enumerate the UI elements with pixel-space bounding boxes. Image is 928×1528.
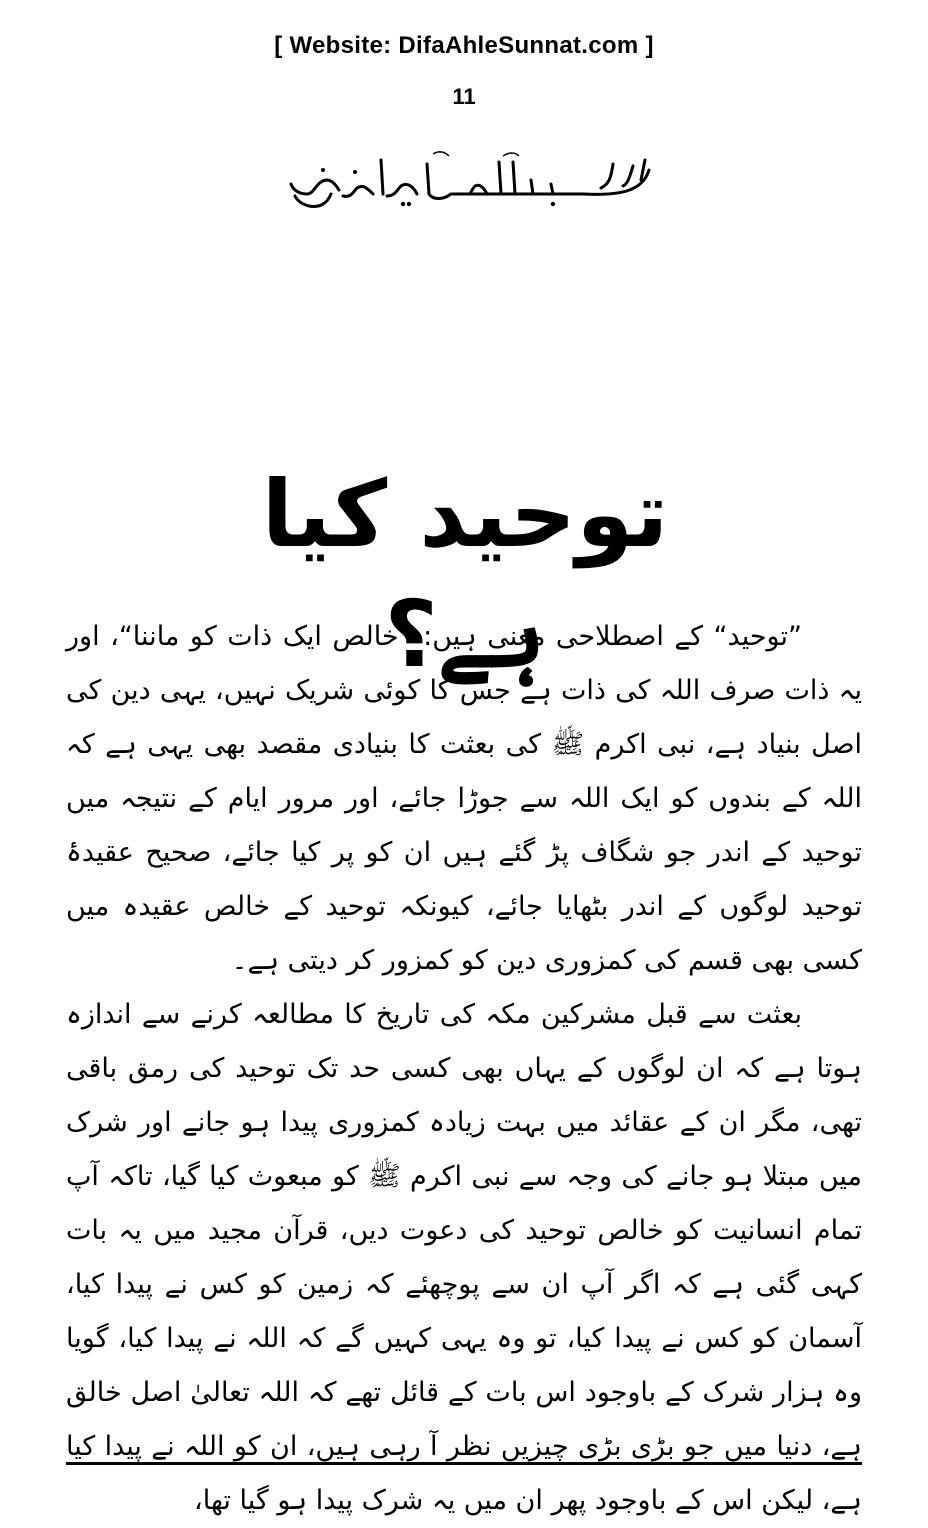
bismillah-calligraphy-icon — [283, 150, 659, 212]
footer-divider — [66, 1462, 862, 1465]
page-number: 11 — [452, 84, 476, 109]
page-title: توحید کیا ہے؟ — [261, 461, 669, 688]
paragraph-2: بعثت سے قبل مشرکین مکہ کی تاریخ کا مطالعہ کرنے سے اندازہ ہوتا ہے کہ ان لوگوں کے یہاں بھی کسی حد تک توحید کی رمق باقی تھی، مگر ان کے عقائد میں بہت زیادہ کمزوری پیدا ہو جانے اور شرک میں مبتلا ہو جانے کی وجہ سے نبی اکرم ﷺ کو مبعوث کیا گیا، تاکہ آپ تمام انسانیت کو خالص توحید کی دعوت دیں، قرآن مجید میں یہ بات کہی گئی ہے کہ اگر آپ ان سے پوچھئے کہ زمین کو کس نے پیدا کیا، آسمان کو کس نے پیدا کیا، تو وہ یہی کہیں گے کہ اللہ نے پیدا کیا، گویا وہ ہزار شرک کے باوجود اس بات کے قائل تھے کہ اللہ تعالیٰ اصل خالق ہے، دنیا میں جو بڑی بڑی چیزیں نظر آ رہی ہیں، ان کو اللہ نے پیدا کیا ہے، لیکن اس کے باوجود پھر ان میں یہ شرک پیدا ہو گیا تھا، — [66, 999, 862, 1516]
calligraphy-bismillah-icon — [283, 150, 659, 212]
article-body — [66, 610, 862, 1528]
paragraph-1: ”توحید“ کے اصطلاحی معنی ہیں: ”خالص ایک ذات کو ماننا“، اور یہ ذات صرف اللہ کی ذات ہے جس کا کوئی شریک نہیں، یہی دین کی اصل بنیاد ہے، نبی اکرم ﷺ کی بعثت کا بنیادی مقصد بھی یہی ہے کہ اللہ کے بندوں کو ایک اللہ سے جوڑا جائے، اور مرور ایام کے نتیجہ میں توحید کے اندر جو شگاف پڑ گئے ہیں ان کو پر کیا جائے، صحیح عقیدۂ توحید لوگوں کے اندر بٹھایا جائے، کیونکہ توحید کے خالص عقیدہ میں کسی بھی قسم کی کمزوری دین کو کمزور کر دیتی ہے۔ — [66, 621, 862, 976]
website-header: [ Website: DifaAhleSunnat.com ] — [274, 32, 654, 59]
